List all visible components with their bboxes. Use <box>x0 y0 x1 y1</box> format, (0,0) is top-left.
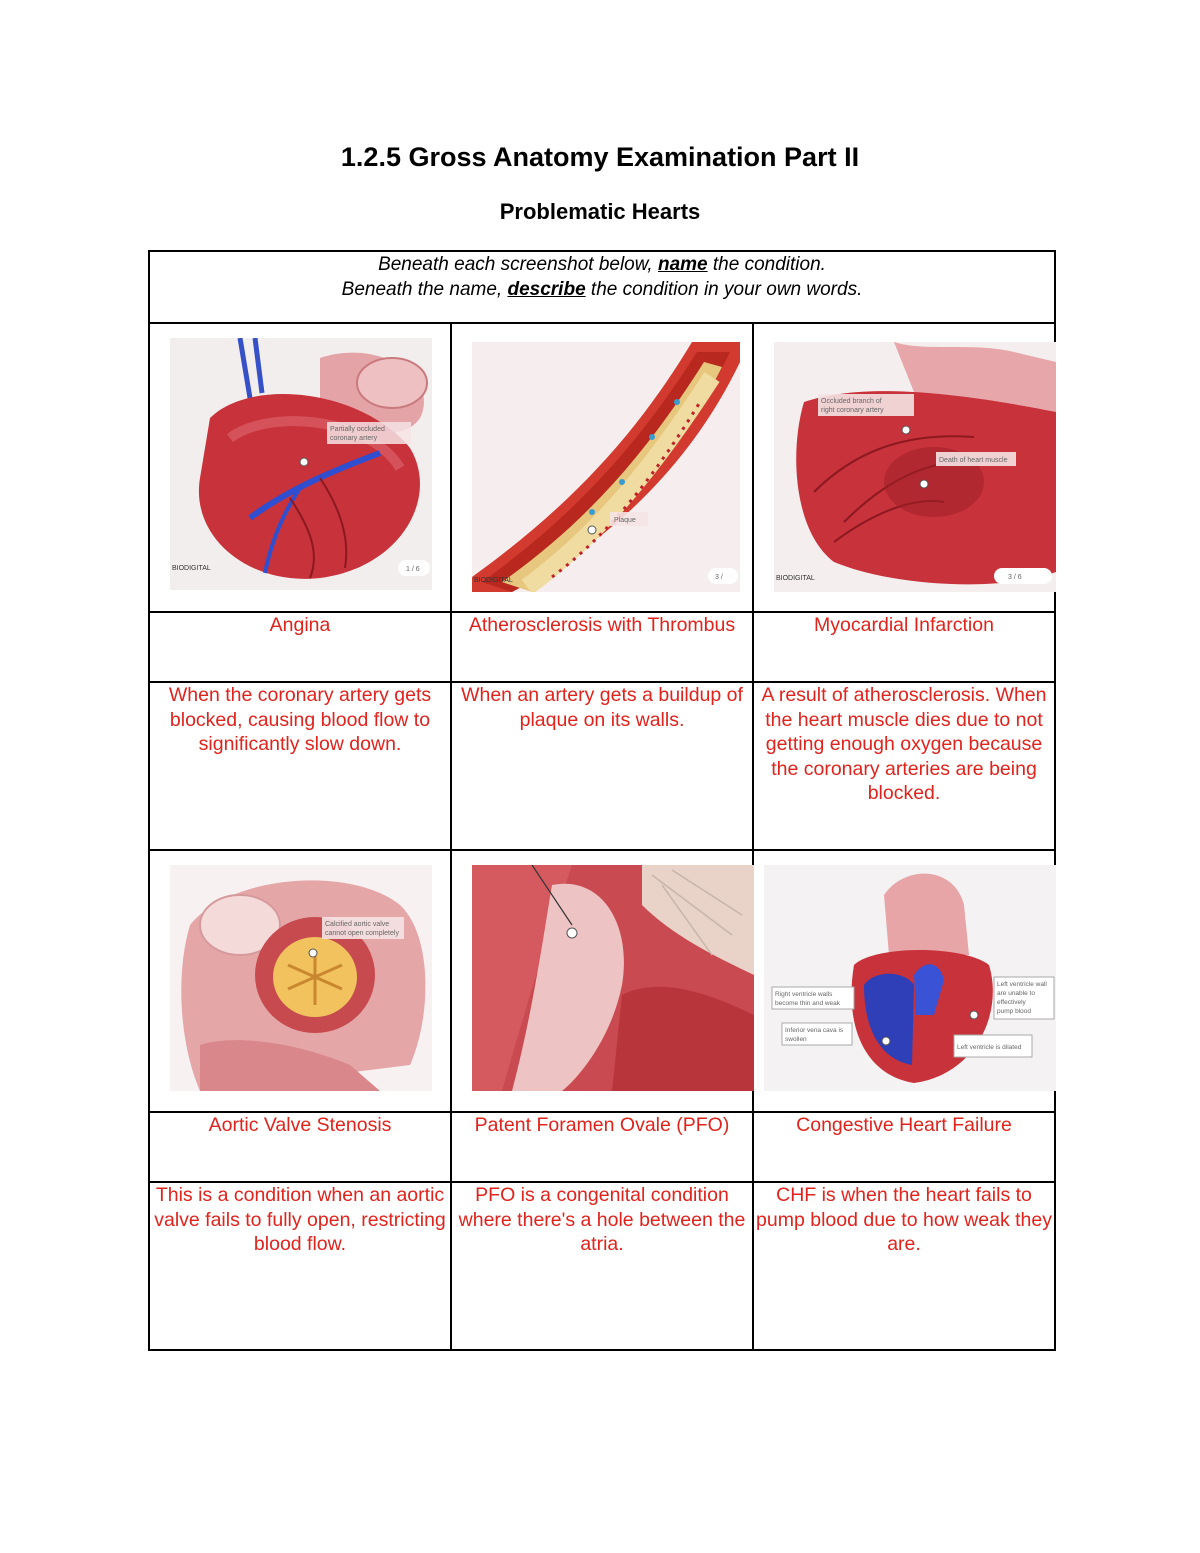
aortic-valve-stenosis-screenshot <box>170 865 432 1091</box>
screenshot-cell-aortic-valve-stenosis <box>149 850 451 1112</box>
myocardial-infarction-screenshot <box>774 342 1056 592</box>
condition-description-4: This is a condition when an aortic valve fails to fully open, restricting blood flow. <box>149 1182 451 1350</box>
svg-text:BIODIGITAL: BIODIGITAL <box>474 577 513 584</box>
svg-text:BIODIGITAL: BIODIGITAL <box>776 575 815 582</box>
screenshot-cell-atherosclerosis <box>451 323 753 612</box>
screenshot-cell-myocardial-infarction <box>753 323 1055 612</box>
avs-image-label: Calcified aortic valve <box>325 921 390 928</box>
instructions-line-2: Beneath the name, describe the condition in your own words. <box>341 279 863 300</box>
chf-image-label-1: Left ventricle wall <box>997 981 1047 988</box>
svg-text:effectively: effectively <box>997 999 1026 1006</box>
instruction-name-keyword: name <box>657 254 708 275</box>
svg-text:become thin and weak: become thin and weak <box>775 1000 841 1007</box>
instructions-line-1: Beneath each screenshot below, name the condition. <box>378 254 826 275</box>
condition-description-2: When an artery gets a buildup of plaque on its walls. <box>451 682 753 850</box>
chf-image-label-3: Inferior vena cava is <box>785 1027 844 1034</box>
svg-text:BIODIGITAL: BIODIGITAL <box>172 565 211 572</box>
instruction-describe-keyword: describe <box>507 279 586 300</box>
svg-text:coronary artery: coronary artery <box>330 435 378 442</box>
svg-text:right coronary artery: right coronary artery <box>821 407 884 414</box>
svg-text:3 /: 3 / <box>715 574 723 581</box>
angina-screenshot <box>170 338 432 590</box>
chf-image-label-2: Right ventricle walls <box>775 991 833 998</box>
angina-image-label: Partially occluded <box>330 426 385 433</box>
mi-image-label-2: Death of heart muscle <box>939 457 1008 464</box>
document-subtitle: Problematic Hearts <box>499 199 701 224</box>
atherosclerosis-screenshot <box>472 342 740 592</box>
atherosclerosis-image-label: Plaque <box>614 517 636 524</box>
condition-description-1: When the coronary artery gets blocked, causing blood flow to significantly slow down. <box>149 682 451 850</box>
svg-text:are unable to: are unable to <box>997 990 1035 997</box>
screenshot-cell-chf <box>753 850 1055 1112</box>
svg-text:3 / 6: 3 / 6 <box>1008 574 1022 581</box>
condition-name-1: Angina <box>149 612 451 682</box>
condition-name-5: Patent Foramen Ovale (PFO) <box>451 1112 753 1182</box>
chf-image-label-4: Left ventricle is dilated <box>957 1044 1022 1051</box>
condition-name-2: Atherosclerosis with Thrombus <box>451 612 753 682</box>
pfo-screenshot <box>472 865 754 1091</box>
document-title: 1.2.5 Gross Anatomy Examination Part II <box>340 142 860 172</box>
condition-name-3: Myocardial Infarction <box>753 612 1055 682</box>
svg-text:cannot open completely: cannot open completely <box>325 930 399 937</box>
condition-description-5: PFO is a congenital condition where there's a hole between the atria. <box>451 1182 753 1350</box>
instructions-cell <box>149 251 1055 323</box>
screenshot-cell-angina <box>149 323 451 612</box>
condition-name-4: Aortic Valve Stenosis <box>149 1112 451 1182</box>
conditions-table <box>148 250 1056 1351</box>
svg-text:pump blood: pump blood <box>997 1008 1031 1015</box>
svg-text:1 / 6: 1 / 6 <box>406 566 420 573</box>
screenshot-cell-pfo <box>451 850 753 1112</box>
mi-image-label-1: Occluded branch of <box>821 398 882 405</box>
condition-description-6: CHF is when the heart fails to pump blood due to how weak they are. <box>753 1182 1055 1350</box>
condition-name-6: Congestive Heart Failure <box>753 1112 1055 1182</box>
chf-screenshot <box>764 865 1056 1091</box>
condition-description-3: A result of atherosclerosis. When the heart muscle dies due to not getting enough oxygen because the coronary arteries are being blocked. <box>753 682 1055 850</box>
svg-text:swollen: swollen <box>785 1036 807 1043</box>
